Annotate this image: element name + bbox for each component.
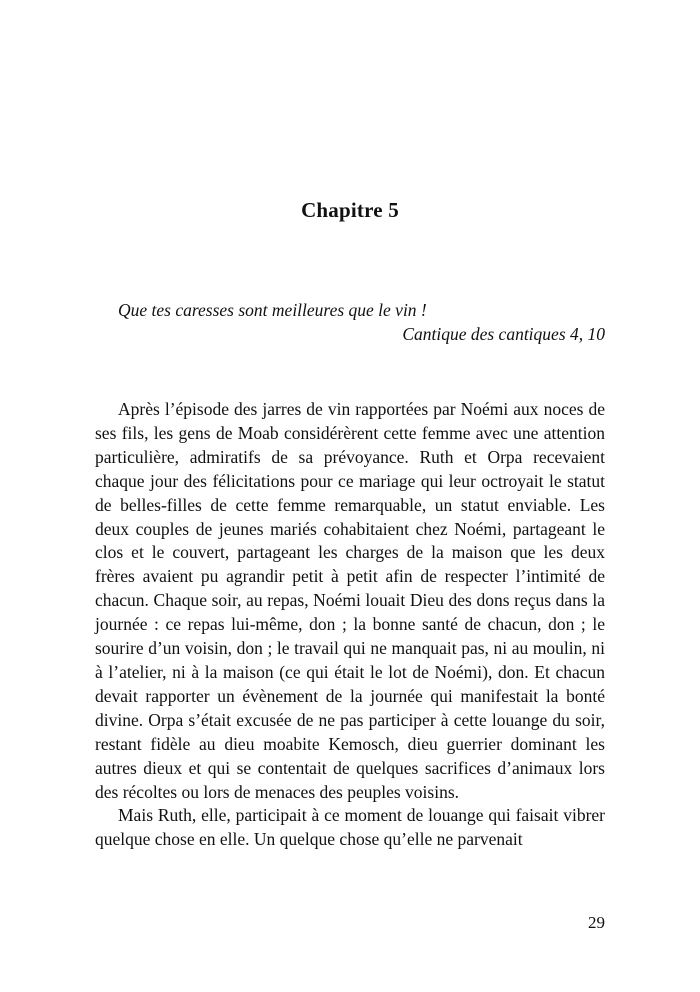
chapter-title: Chapitre 5 bbox=[301, 198, 399, 222]
epigraph bbox=[95, 298, 605, 346]
paragraph: Mais Ruth, elle, participait à ce moment de louange qui faisait vibrer quelque chose en elle. Un quelque chose qu’elle ne parvenait bbox=[95, 805, 605, 850]
body-text bbox=[95, 398, 605, 852]
epigraph-quote: Que tes caresses sont meilleures que le vin ! bbox=[118, 300, 427, 320]
page-number: 29 bbox=[588, 913, 605, 932]
epigraph-source: Cantique des cantiques 4, 10 bbox=[402, 324, 605, 344]
paragraph: Après l’épisode des jarres de vin rapportées par Noémi aux noces de ses fils, les gens de Moab considérèrent cette femme avec une attention particulière, admiratifs de sa prévoyance. Ruth et Orpa recevaient chaque jour des félicitations pour ce mariage qui leur octroyait le statut de belles-filles de cette femme remarquable, un statut enviable. Les deux couples de jeunes mariés cohabitaient chez Noémi, partageant le clos et le couvert, partageant les charges de la maison que les deux frères avaient pu agrandir petit à petit afin de respecter l’intimité de chacun. Chaque soir, au repas, Noémi louait Dieu des dons reçus dans la journée : ce repas lui-même, don ; la bonne santé de chacun, don ; le sourire d’un voisin, don ; le travail qui ne manquait pas, ni au moulin, ni à l’atelier, ni à la maison (ce qui était le lot de Noémi), don. Et chacun devait rapporter un évènement de la journée qui manifestait la bonté divine. Orpa s’était excusée de ne pas participer à cette louange du soir, restant fidèle au dieu moabite Kemosch, dieu guerrier dominant les autres dieux et qui se contentait de quelques sacrifices d’animaux lors des récoltes ou lors de menaces des peuples voisins. bbox=[95, 399, 605, 802]
